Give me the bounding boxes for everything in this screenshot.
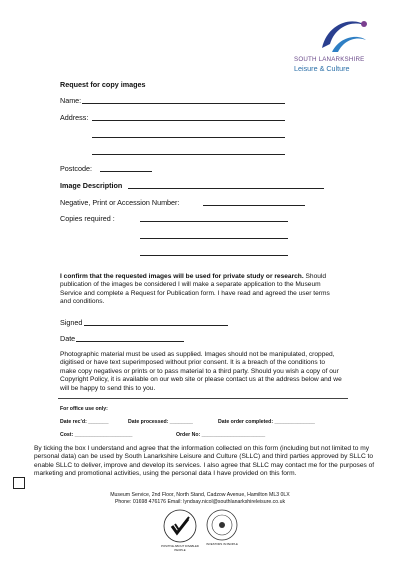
office-divider: [58, 398, 348, 399]
signed-label: Signed: [60, 318, 83, 327]
office-heading: For office use only:: [60, 406, 108, 412]
confirm-bold-text: I confirm that the requested images will be used for private study or research.: [60, 273, 304, 280]
logo-swirl-icon: [314, 14, 374, 56]
name-field[interactable]: [82, 103, 285, 104]
form-title: Request for copy images: [60, 80, 146, 89]
investors-in-people-text: INVESTORS IN PEOPLE: [206, 542, 238, 546]
image-description-field[interactable]: [128, 188, 324, 189]
investors-in-people-badge: [205, 508, 239, 546]
positive-about-disabled-text: POSITIVE ABOUT DISABLED PEOPLE: [161, 544, 199, 552]
logo-line2: Leisure & Culture: [294, 64, 350, 73]
office-date-processed: Date processed: ________: [128, 419, 193, 425]
footer-address: Museum Service, 2nd Floor, North Stand, Cadzow Avenue, Hamilton ML3 0LX: [110, 492, 290, 498]
positive-about-disabled-badge: [161, 508, 199, 552]
investors-in-people-icon: [205, 508, 239, 542]
office-date-recd: Date rec’d: _______: [60, 419, 109, 425]
address-label: Address:: [60, 113, 89, 122]
confirm-block: [60, 273, 342, 307]
consent-checkbox[interactable]: [13, 477, 25, 489]
copies-field-line2[interactable]: [140, 238, 288, 239]
address-field-line3[interactable]: [92, 154, 285, 155]
confirm-text: Should publication of the images be considered I will make a separate application to the Museum Service and complete a Request for Publication form. I have read and agreed the user terms and conditions.: [60, 273, 330, 306]
address-field-line2[interactable]: [92, 137, 285, 138]
logo: [294, 14, 388, 74]
logo-line1: SOUTH LANARKSHIRE: [294, 56, 365, 63]
copies-label: Copies required :: [60, 214, 115, 223]
copies-field-line3[interactable]: [140, 255, 288, 256]
postcode-field[interactable]: [100, 171, 152, 172]
address-field-line1[interactable]: [92, 120, 285, 121]
consent-text: By ticking the box I understand and agree that the information collected on this form (including but not limited to my personal data) can be used by South Lanarkshire Leisure and Culture (SLLC) and third parties approved by SLLC to enable SLLC to deliver, improve and develop its services. I also agree that SLLC may contact me for the purposes of marketing and promotional activities, using the personal data I have provided on this form.: [34, 445, 375, 478]
date-field[interactable]: [76, 341, 184, 342]
copies-field-line1[interactable]: [140, 221, 288, 222]
image-description-label: Image Description: [60, 181, 123, 190]
negative-field[interactable]: [203, 205, 305, 206]
negative-label: Negative, Print or Accession Number:: [60, 198, 180, 207]
copyright-text: Photographic material must be used as supplied. Images should not be manipulated, cropped, digitised or have text superimposed without prior consent. It is a breach of the conditions to make copy negatives or prints or to pass material to a third party. Should you wish a copy of our Copyright Policy, it is available on our web site or please contact us at the address below and we will be happy to send this to you.: [60, 351, 342, 392]
postcode-label: Postcode:: [60, 164, 92, 173]
name-label: Name:: [60, 96, 82, 105]
office-order-no: Order No: ______________________: [176, 432, 266, 438]
date-label: Date: [60, 334, 76, 343]
footer-phone: Phone: 01698 476176 Email: lyndsay.nicol@southlanarkshireleisure.co.uk: [114, 499, 286, 505]
signed-field[interactable]: [84, 325, 228, 326]
office-cost: Cost: ____________________: [60, 432, 133, 438]
disability-two-ticks-icon: [162, 508, 198, 544]
office-date-order-completed: Date order completed: ______________: [218, 419, 315, 425]
